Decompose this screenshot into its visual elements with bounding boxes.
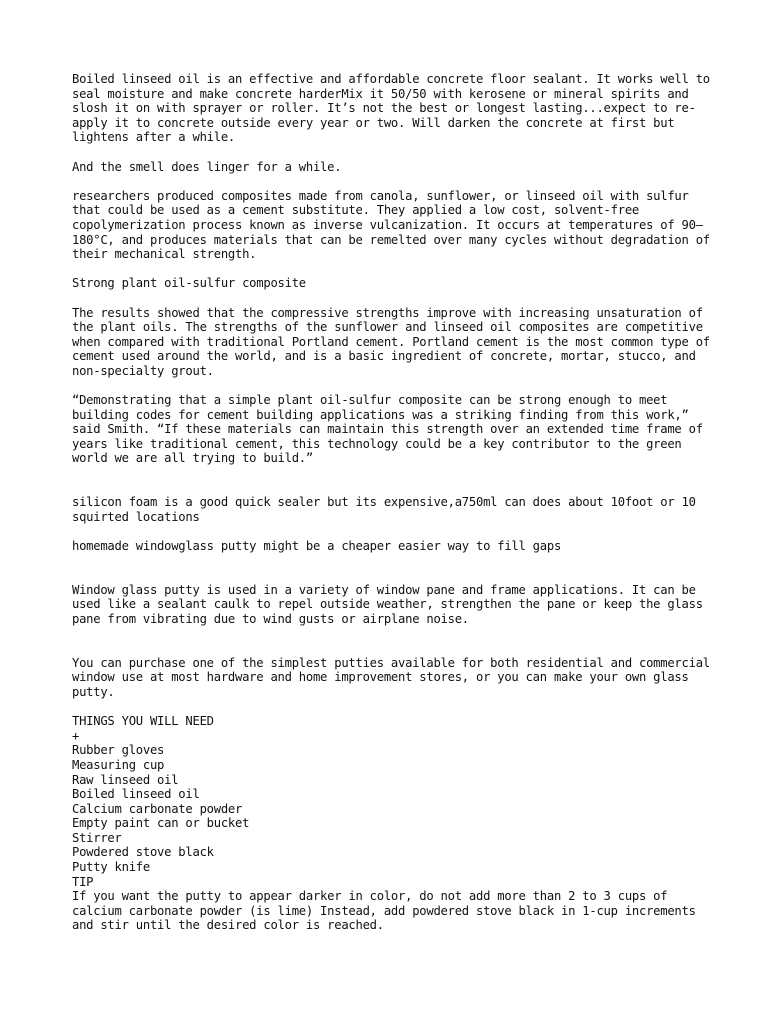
list-item: Stirrer — [72, 830, 122, 845]
paragraph-silicon-foam: silicon foam is a good quick sealer but its expensive,a750ml can does about 10foot or 10 squirted locations — [72, 495, 696, 524]
list-item: Calcium carbonate powder — [72, 801, 243, 816]
needs-section — [72, 714, 712, 933]
list-item: Putty knife — [72, 860, 150, 875]
paragraph-quote: “Demonstrating that a simple plant oil-sulfur composite can be strong enough to meet building codes for cement building applications was a striking finding from this work,” said Smith. “If these materials can maintain this strength over an extended time frame of years like traditional cement, this technology could be a key contributor to the green world we are all trying to build.” — [72, 393, 703, 466]
list-item: Raw linseed oil — [72, 772, 179, 787]
needs-list — [72, 743, 712, 874]
needs-marker: + — [72, 728, 80, 743]
list-item: Boiled linseed oil — [72, 787, 200, 802]
list-item: Powdered stove black — [72, 845, 214, 860]
paragraph-composites: researchers produced composites made from canola, sunflower, or linseed oil with sulfur that could be used as a cement substitute. They applied a low cost, solvent-free copolymerization process known as inverse vulcanization. It occurs at temperatures of 90–180°C, and produces materials that can be remelted over many cycles without degradation of their mechanical strength. — [72, 188, 710, 262]
list-item: Measuring cup — [72, 757, 165, 772]
paragraph-subheading: Strong plant oil-sulfur composite — [72, 276, 306, 291]
list-item: Empty paint can or bucket — [72, 816, 250, 831]
paragraph-results: The results showed that the compressive strengths improve with increasing unsaturation of the plant oils. The strengths of the sunflower and linseed oil composites are competitive when compared with traditional Portland cement. Portland cement is the most common type of cement used around the world, and is a basic ingredient of concrete, mortar, stucco, and non-specialty grout. — [72, 305, 710, 378]
paragraph-linseed-sealant: Boiled linseed oil is an effective and affordable concrete floor sealant. It works well to seal moisture and make concrete harderMix it 50/50 with kerosene or mineral spirits and slosh it on with sprayer or roller. It’s not the best or longest lasting...expect to re-apply it to concrete outside every year or two. Will darken the concrete at first but lightens after a while. — [72, 72, 710, 145]
paragraph-homemade-putty: homemade windowglass putty might be a cheaper easier way to fill gaps — [72, 539, 562, 553]
paragraph-purchase: You can purchase one of the simplest putties available for both residential and commercial window use at most hardware and home improvement stores, or you can make your own glass putty. — [72, 655, 710, 699]
paragraph-smell: And the smell does linger for a while. — [72, 159, 342, 174]
paragraph-window-putty: Window glass putty is used in a variety of window pane and frame applications. It can be used like a sealant caulk to repel outside weather, strengthen the pane or keep the glass pane from vibrating due to wind gusts or airplane noise. — [72, 582, 703, 626]
tip-heading: TIP — [72, 874, 94, 889]
tip-text: If you want the putty to appear darker in color, do not add more than 2 to 3 cups of calcium carbonate powder (is lime) Instead, add powdered stove black in 1-cup increments and stir until the desired color is reached. — [72, 889, 696, 933]
needs-heading: THINGS YOU WILL NEED — [72, 714, 214, 729]
list-item: Rubber gloves — [72, 743, 165, 758]
document-body — [72, 72, 712, 933]
